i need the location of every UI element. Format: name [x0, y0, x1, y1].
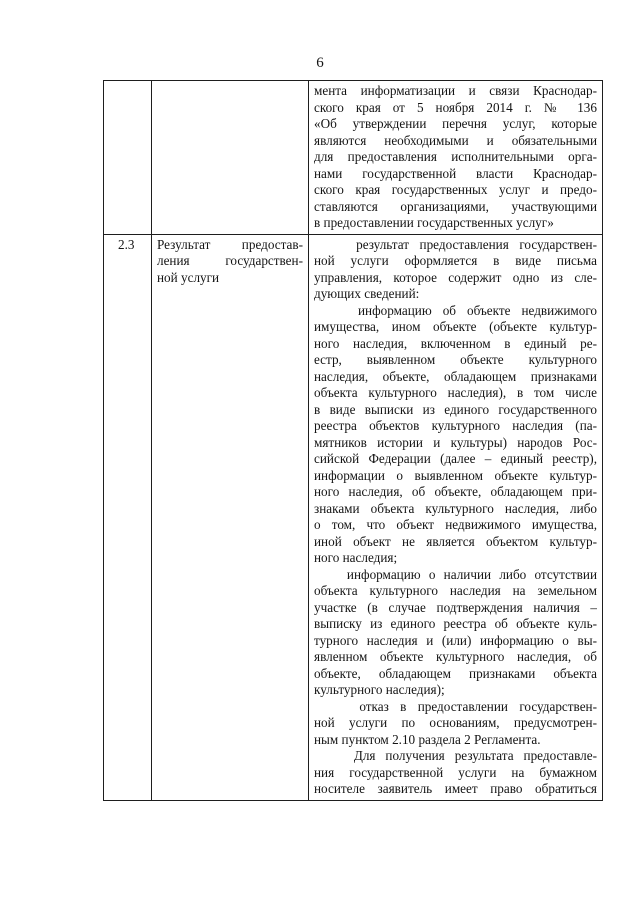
- row-content-line: ния государственной услуги на бумажном: [314, 764, 597, 780]
- row-content-line: ного наследия, включенном в единый ре-: [314, 335, 597, 351]
- row-content-line: объекта культурного наследия на земельном: [314, 583, 597, 598]
- row-content-line: в предоставлении государственных услуг»: [314, 215, 554, 230]
- row-number: 2.3: [118, 236, 135, 252]
- row-content-line: ского края государственных услуг и предо-: [314, 182, 597, 197]
- row-content-line: иной объект не является объектом культур-: [314, 533, 597, 549]
- row-content-line: объекта культурного наследия), в том числе: [314, 385, 597, 400]
- row-content-line: информации о выявленном объекте культур-: [314, 467, 597, 483]
- row-title-cell: [152, 234, 309, 800]
- row-content-line: результат предоставления государствен-: [314, 236, 597, 252]
- row-content-line: являются необходимыми и обязательными: [314, 132, 597, 148]
- row-title-line: ной услуги: [157, 269, 220, 285]
- row-content-line: ной услуги оформляется в виде письма: [314, 253, 597, 268]
- row-number-cell: [104, 81, 152, 235]
- row-title-line: Результат предостав-: [157, 236, 303, 252]
- row-content-line: реестра объектов культурного наследия (па-: [314, 418, 597, 433]
- row-content-line: информацию о наличии либо отсутствии: [314, 566, 597, 582]
- row-content-line: знаками объекта культурного наследия, либо: [314, 500, 597, 516]
- row-content-line: информацию об объекте недвижимого: [314, 302, 597, 318]
- row-content-line: ной услуги по основаниям, предусмотрен-: [314, 715, 597, 730]
- row-content-line: ного наследия, об объекте, обладающем при-: [314, 484, 597, 499]
- row-content-line: естр, выявленном объекте культурного: [314, 352, 597, 367]
- row-content-line: мента информатизации и связи Краснодар-: [314, 83, 597, 98]
- row-content-line: мятников истории и культуры) народов Рос-: [314, 434, 597, 450]
- row-content-line: выписку из единого реестра об объекте куль-: [314, 616, 597, 631]
- table-row: [104, 234, 603, 800]
- row-content-line: турного наследия и (или) информацию о вы-: [314, 632, 597, 648]
- row-content-line: Для получения результата предоставле-: [314, 748, 597, 763]
- row-content-line: ставляются организациями, участвующими: [314, 198, 597, 214]
- row-content-line: культурного наследия);: [314, 682, 445, 697]
- row-content-line: дующих сведений:: [314, 286, 420, 301]
- row-content-line: ным пунктом 2.10 раздела 2 Регламента.: [314, 731, 541, 747]
- row-content-line: ского края от 5 ноября 2014 г. № 136: [314, 99, 597, 115]
- row-content-line: явленном объекте культурного наследия, об: [314, 649, 597, 664]
- row-content-line: носителе заявитель имеет право обратиться: [314, 781, 597, 796]
- row-content-line: объекте, обладающем признаками объекта: [314, 665, 597, 681]
- table-body: [104, 81, 603, 801]
- row-content-line: ного наследия;: [314, 550, 398, 565]
- row-title-cell: [152, 81, 309, 235]
- row-content-line: в виде выписки из единого государственного: [314, 401, 597, 417]
- row-title-line: ления государствен-: [157, 253, 303, 268]
- page-number: 6: [316, 55, 324, 71]
- row-content-line: отказ в предоставлении государствен-: [314, 698, 597, 714]
- row-content-line: наследия, объекте, обладающем признаками: [314, 368, 597, 384]
- row-content-line: для предоставления исполнительными орга-: [314, 149, 597, 164]
- row-content-line: имущества, ином объекте (объекте культур-: [314, 319, 597, 334]
- row-content-line: участке (в случае подтверждения наличия –: [314, 599, 597, 615]
- table-row: [104, 81, 603, 235]
- services-table: [103, 80, 603, 801]
- row-content-line: о том, что объект недвижимого имущества,: [314, 517, 597, 532]
- row-number-cell: [104, 234, 152, 800]
- row-content-line: «Об утверждении перечня услуг, которые: [314, 116, 597, 131]
- row-content-line: управления, которое содержит одно из сле-: [314, 269, 597, 285]
- row-content-cell: [309, 234, 603, 800]
- row-content-line: сийской Федерации (далее – единый реестр),: [314, 451, 597, 466]
- row-number: [104, 81, 151, 83]
- row-content-line: нами государственной власти Краснодар-: [314, 165, 597, 181]
- row-content-cell: [309, 81, 603, 235]
